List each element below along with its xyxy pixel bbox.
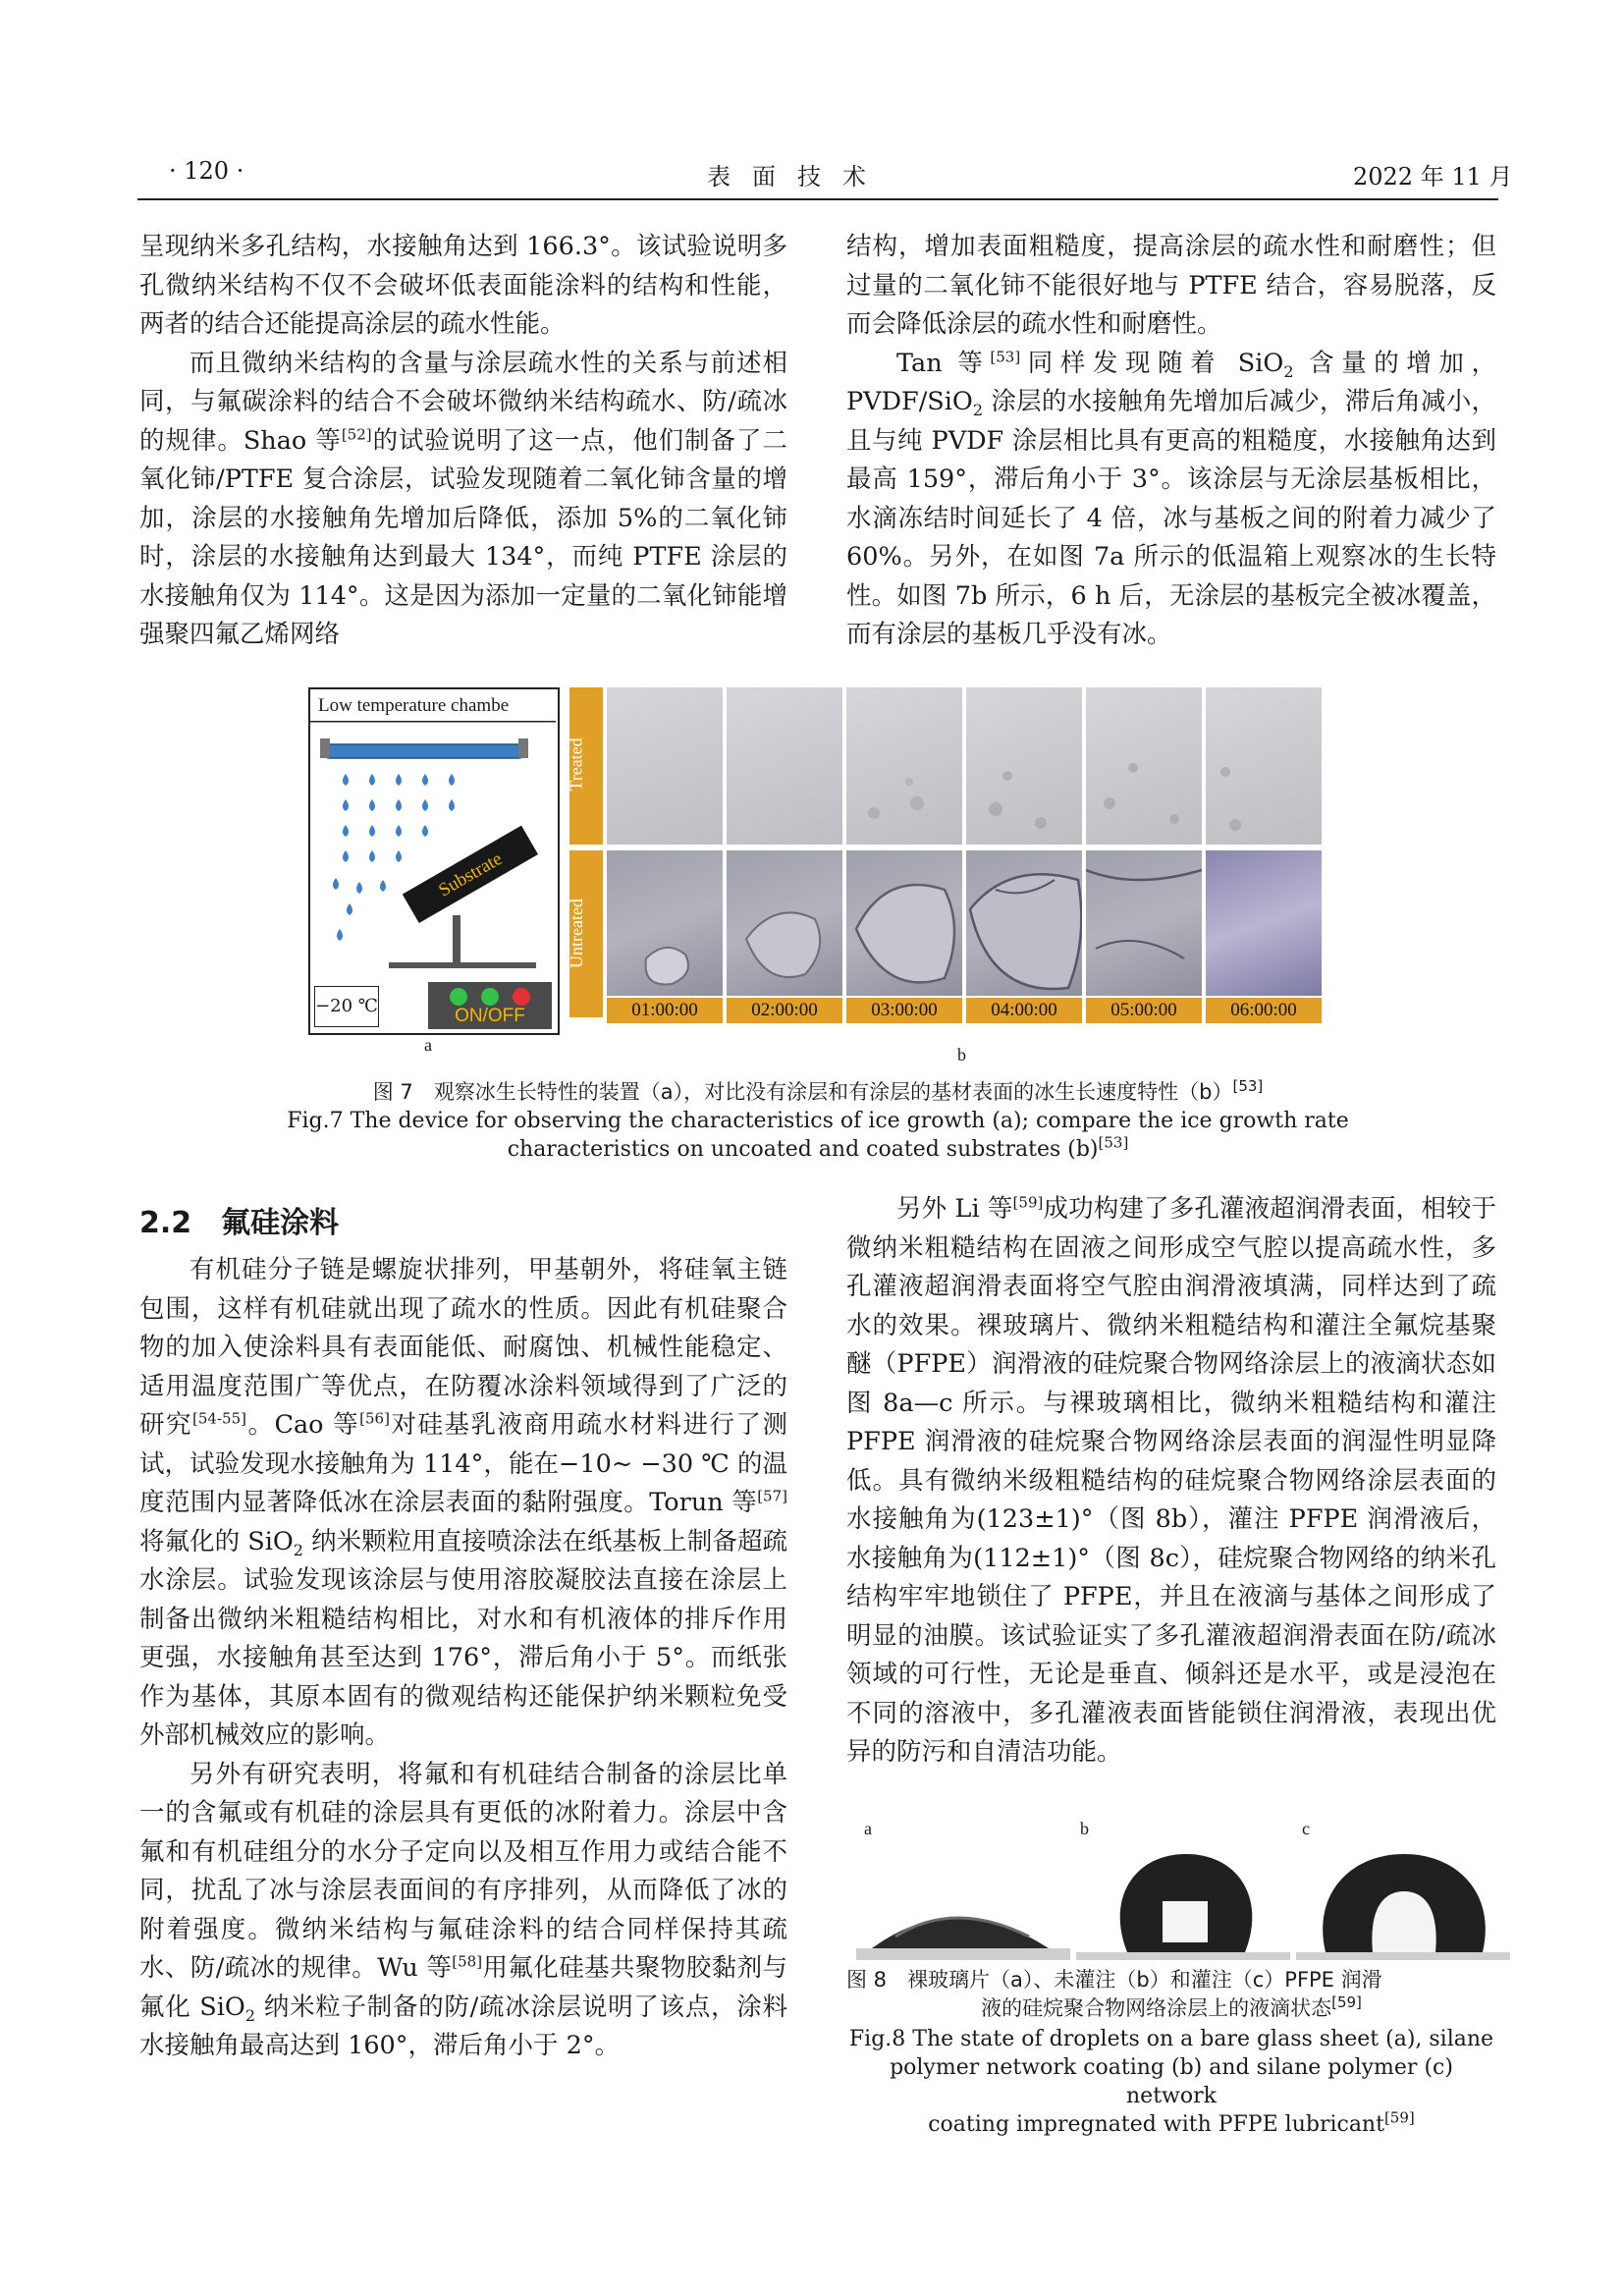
figure8-caption-zh [846,1966,1496,2023]
green-light [450,988,467,1006]
fig8-label-a: a [864,1819,872,1838]
substrate-label: Substrate [435,847,507,901]
left-column-body [139,1251,787,2066]
chamber-label: Low temperature chambe [318,695,510,716]
section-heading [139,1198,339,1241]
treated-image-2h [727,687,842,845]
droplets [966,687,1082,845]
section-title: 氟硅涂料 [221,1206,340,1240]
citation: [53] [990,348,1021,365]
paragraph: Tan 等[53]同样发现随着 SiO$_2$ 含量的增加，PVDF/SiO$_2$ 涂层的水接触角先增加后减少，滞后角减小，且与纯 PVDF 涂层相比具有更高的粗糙度，水接触角达到最高 159°，滞后角小于 3°。该涂层与无涂层基板相比，水滴冻结时间延长了 4 倍，冰与基板之间的附着力减少了 60%。另外，在如图 7a 所示的低温箱上观察冰的生长特性。如图 7b 所示，6 h 后，无涂层的基板完全被冰覆盖，而有涂层的基板几乎没有冰。 [846,348,1496,649]
caption-en-line: coating impregnated with PFPE lubricant[59] [928,2108,1415,2137]
droplet-pfpe-infused [1296,1838,1510,1960]
fig8-label-b: b [1080,1819,1089,1838]
time-label: 01:00:00 [607,998,723,1023]
panel-label-b: b [957,1045,966,1065]
ice-pattern [727,850,842,996]
paragraph: 呈现纳米多孔结构，水接触角达到 166.3°。该试验说明多孔微纳米结构不仅不会破坏低表面能涂料的结构和性能，两者的结合还能提高涂层的疏水性能。 [139,232,787,339]
left-column-top [139,228,787,655]
temperature-readout: −20 ℃ [314,986,379,1027]
red-light [513,988,530,1006]
untreated-image-1h [607,850,723,996]
paragraph: 而且微纳米结构的含量与涂层疏水性的关系与前述相同，与氟碳涂料的结合不会破坏微纳米结构疏水、防/疏冰的规律。Shao 等[52]的试验说明了这一点，他们制备了二氧化铈/PTFE 复合涂层，试验发现随着二氧化铈含量的增加，涂层的水接触角先增加后降低，添加 5%的二氧化铈时，涂层的水接触角达到最大 134°，而纯 PTFE 涂层的水接触角仅为 114°。这是因为添加一定量的二氧化铈能增强聚四氟乙烯网络 [139,348,787,649]
fig7a-apparatus-diagram [308,687,560,1035]
caption-zh-line: 图 8 裸玻璃片（a）、未灌注（b）和灌注（c）PFPE 润滑 [846,1968,1382,1992]
figure8-caption-en [846,2025,1496,2139]
treated-image-1h [607,687,723,845]
ice-pattern [966,850,1082,996]
untreated-strip [566,850,603,1017]
time-label: 05:00:00 [1086,998,1202,1023]
fig8a-droplet-image [856,1838,1070,1960]
paragraph: 有机硅分子链是螺旋状排列，甲基朝外，将硅氧主链包围，这样有机硅就出现了疏水的性质。因此有机硅聚合物的加入使涂料具有表面能低、耐腐蚀、机械性能稳定、适用温度范围广等优点，在防覆冰涂料领域得到了广泛的研究[54-55]。Cao 等[56]对硅基乳液商用疏水材料进行了测试，试验发现水接触角为 114°，能在−10~ −30 ℃ 的温度范围内显著降低冰在涂层表面的黏附强度。Torun 等[57]将氟化的 SiO$_2$ 纳米颗粒用直接喷涂法在纸基板上制备超疏水涂层。试验发现该涂层与使用溶胶凝胶法直接在涂层上制备出微纳米粗糙结构相比，对水和有机液体的排斥作用更强，水接触角甚至达到 176°，滞后角小于 5°。而纸张作为基体，其原本固有的微观结构还能保护纳米颗粒免受外部机械效应的影响。 [139,1255,788,1750]
right-column-top [846,228,1496,655]
caption-en-line: Fig.8 The state of droplets on a bare glass sheet (a), silane [848,2027,1494,2051]
droplet-bare-glass [856,1838,1070,1960]
paragraph: 结构，增加表面粗糙度，提高涂层的疏水性和耐磨性；但过量的二氧化铈不能很好地与 PTFE 结合，容易脱落，反而会降低涂层的疏水性和耐磨性。 [846,232,1496,339]
ice-pattern [607,850,723,996]
caption-en-line: characteristics on uncoated and coated substrates (b)[53] [507,1133,1129,1162]
issue-date: 2022 年 11 月 [1353,163,1513,191]
treated-image-5h [1086,687,1202,845]
droplet-uninfused [1076,1838,1290,1960]
page-number: · 120 · [169,157,244,185]
droplets [1086,687,1202,845]
time-label: 06:00:00 [1206,998,1322,1023]
untreated-image-2h [727,850,842,996]
caption-en-line: polymer network coating (b) and silane polymer (c) network [890,2055,1453,2108]
citation: [52] [341,425,372,443]
time-label: 04:00:00 [966,998,1082,1023]
fig8c-droplet-image [1296,1838,1510,1960]
untreated-image-6h [1206,850,1322,996]
treated-image-3h [846,687,962,845]
ice-pattern [846,850,962,996]
control-panel [428,982,552,1029]
droplets [846,687,962,845]
caption-en-line: Fig.7 The device for observing the characteristics of ice growth (a); compare the ice growth rate [287,1109,1349,1133]
figure7-caption [147,1078,1489,1164]
section-number: 2.2 [139,1206,192,1240]
caption-zh: 图 7 观察冰生长特性的装置（a），对比没有涂层和有涂层的基材表面的冰生长速度特性（b）[53] [372,1077,1264,1104]
droplets [1206,687,1322,845]
right-column-body [846,1190,1496,1773]
journal-title: 表面技术 [707,163,888,191]
paragraph: 另外 Li 等[59]成功构建了多孔灌液超润滑表面，相较于微纳米粗糙结构在固液之间形成空气腔以提高疏水性，多孔灌液超润滑表面将空气腔由润滑液填满，同样达到了疏水的效果。裸玻璃片、微纳米粗糙结构和灌注全氟烷基聚醚（PFPE）润滑液的硅烷聚合物网络涂层上的液滴状态如图 8a—c 所示。与裸玻璃相比，微纳米粗糙结构和灌注 PFPE 润滑液的硅烷聚合物网络涂层表面的润湿性明显降低。具有微纳米级粗糙结构的硅烷聚合物网络涂层表面的水接触角为(123±1)°（图 8b），灌注 PFPE 润滑液后，水接触角为(112±1)°（图 8c），硅烷聚合物网络的纳米孔结构牢牢地锁住了 PFPE，并且在液滴与基体之间形成了明显的油膜。该试验证实了多孔灌液超润滑表面在防/疏冰领域的可行性，无论是垂直、倾斜还是水平，或是浸泡在不同的溶液中，多孔灌液表面皆能锁住润滑液，表现出优异的防污和自清洁功能。 [846,1193,1496,1767]
fig8-label-c: c [1302,1819,1310,1838]
panel-label-a: a [424,1035,432,1055]
treated-label: Treated [566,737,586,792]
untreated-image-5h [1086,850,1202,996]
treated-image-4h [966,687,1082,845]
onoff-label: ON/OFF [455,1006,525,1026]
green-light [481,988,499,1006]
untreated-image-3h [846,850,962,996]
treated-image-6h [1206,687,1322,845]
untreated-image-4h [966,850,1082,996]
treated-strip [566,687,603,845]
paragraph: 另外有研究表明，将氟和有机硅结合制备的涂层比单一的含氟或有机硅的涂层具有更低的冰附着力。涂层中含氟和有机硅组分的水分子定向以及相互作用力或结合能不同，扰乱了冰与涂层表面间的有序排列，从而降低了冰的附着强度。微纳米结构与氟硅涂料的结合同样保持其疏水、防/疏冰的规律。Wu 等[58]用氟化硅基共聚物胶黏剂与氟化 SiO$_2$ 纳米粒子制备的防/疏冰涂层说明了该点，涂料水接触角最高达到 160°，滞后角小于 2°。 [139,1759,787,2060]
header-rule [137,198,1498,200]
fig8b-droplet-image [1076,1838,1290,1960]
time-label: 02:00:00 [727,998,842,1023]
caption-zh-line: 液的硅烷聚合物网络涂层上的液滴状态[59] [981,1993,1362,2020]
untreated-label: Untreated [566,899,586,968]
time-label: 03:00:00 [846,998,962,1023]
ice-pattern [1086,850,1202,996]
